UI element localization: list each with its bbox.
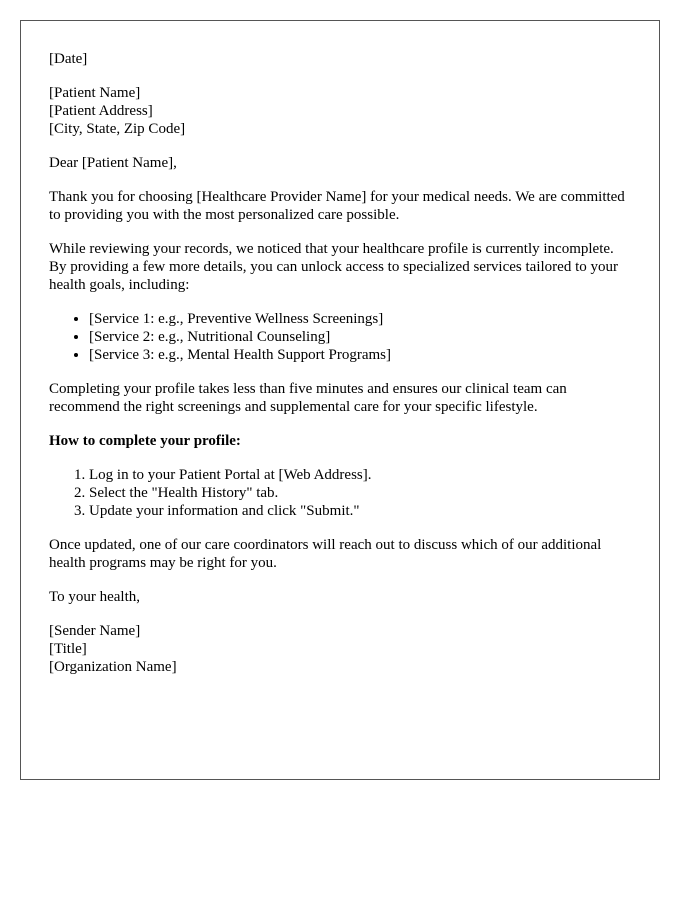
- recipient-block: [49, 84, 631, 138]
- list-item: • [Service 2: e.g., Nutritional Counseling]: [89, 328, 631, 346]
- closing: To your health,: [49, 589, 141, 605]
- letter-date: [Date]: [49, 51, 88, 67]
- completion-paragraph: Completing your profile takes less than five minutes and ensures our clinical team can recommend the right screenings and supplemental care for your specific lifestyle.: [49, 381, 567, 415]
- steps-heading: How to complete your profile:: [49, 433, 241, 449]
- review-paragraph: While reviewing your records, we noticed that your healthcare profile is currently incomplete. By providing a few more details, you can unlock access to specialized services tailored to your health goals, including:: [49, 241, 618, 293]
- salutation: Dear [Patient Name],: [49, 155, 177, 171]
- sender-organization: [Organization Name]: [49, 659, 177, 675]
- services-list: [49, 310, 631, 364]
- recipient-city-state-zip: [City, State, Zip Code]: [49, 121, 186, 137]
- sender-title: [Title]: [49, 641, 87, 657]
- followup-paragraph: Once updated, one of our care coordinators will reach out to discuss which of our additional health programs may be right for you.: [49, 537, 602, 571]
- recipient-address: [Patient Address]: [49, 103, 153, 119]
- list-item: 2. Select the "Health History" tab.: [89, 484, 631, 502]
- intro-paragraph: Thank you for choosing [Healthcare Provider Name] for your medical needs. We are committed to providing you with the most personalized care possible.: [49, 189, 625, 223]
- letter-page: [20, 20, 660, 780]
- list-item: • [Service 3: e.g., Mental Health Support Programs]: [89, 346, 631, 364]
- recipient-name: [Patient Name]: [49, 85, 141, 101]
- signature-block: [49, 622, 631, 676]
- steps-list: [49, 466, 631, 520]
- list-item: 1. Log in to your Patient Portal at [Web Address].: [89, 466, 631, 484]
- list-item: • [Service 1: e.g., Preventive Wellness Screenings]: [89, 310, 631, 328]
- sender-name: [Sender Name]: [49, 623, 141, 639]
- list-item: 3. Update your information and click "Submit.": [89, 502, 631, 520]
